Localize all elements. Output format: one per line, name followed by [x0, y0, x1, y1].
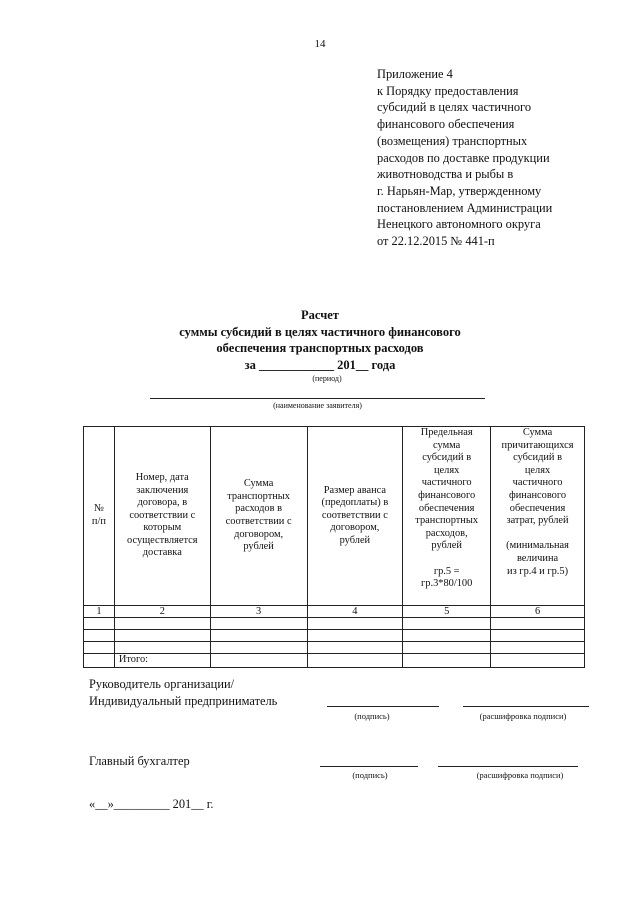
header-text: Предельная: [420, 427, 473, 438]
table-row: [84, 642, 585, 654]
header-text: расходов,: [425, 527, 468, 539]
header-col-2: [114, 427, 210, 606]
chief-accountant-label: Главный бухгалтер: [89, 754, 190, 768]
header-col-6: [491, 427, 585, 606]
total-row: [84, 654, 585, 668]
header-text: Сумма: [522, 427, 553, 438]
header-text: субсидий в: [513, 452, 562, 464]
header-text: договора, в: [137, 497, 188, 509]
header-text: осуществляется: [127, 534, 198, 546]
table-cell: [403, 630, 491, 642]
table-cell: [491, 630, 585, 642]
table-cell: [84, 654, 115, 668]
table-cell: [491, 654, 585, 668]
table-cell: [307, 618, 403, 630]
column-number-row: [84, 606, 585, 618]
head-decoding-line: [463, 706, 589, 707]
table-cell: [403, 654, 491, 668]
appendix-line: Приложение 4: [377, 67, 453, 81]
header-text: [493, 528, 582, 541]
title-line: Расчет: [301, 308, 339, 322]
appendix-line: финансового обеспечения: [377, 117, 515, 132]
header-col-1: [84, 427, 115, 606]
table-cell: [403, 618, 491, 630]
appendix-note: [377, 66, 617, 250]
header-text: финансового: [418, 489, 476, 501]
table-cell: [84, 630, 115, 642]
header-text: расходов в: [235, 503, 283, 515]
table-row: [84, 630, 585, 642]
document-title: [0, 307, 640, 373]
table-cell: [210, 642, 307, 654]
table-cell: [307, 630, 403, 642]
header-text: договором,: [330, 522, 380, 534]
column-number: 6: [491, 606, 585, 618]
header-text: величина: [516, 552, 559, 564]
appendix-line: Ненецкого автономного округа: [377, 217, 541, 232]
table-cell: [210, 630, 307, 642]
applicant-caption: (наименование заявителя): [273, 401, 362, 410]
header-text: обеспечения: [509, 502, 566, 514]
header-text: финансового: [509, 489, 567, 501]
accountant-signature-line: [320, 766, 418, 767]
header-col-3: [210, 427, 307, 606]
header-text: транспортных: [227, 490, 290, 502]
header-text: целях: [524, 464, 551, 476]
header-text: Сумма: [243, 478, 274, 490]
head-signature-caption: (подпись): [354, 711, 390, 721]
table-cell: [114, 618, 210, 630]
appendix-line: к Порядку предоставления: [377, 83, 519, 98]
title-line: суммы субсидий в целях частичного финансового: [179, 324, 461, 339]
header-text: №: [93, 503, 104, 515]
header-text: соответствии с: [129, 509, 196, 521]
column-number: 2: [114, 606, 210, 618]
table-cell: [491, 618, 585, 630]
table-cell: [307, 642, 403, 654]
table-cell: [491, 642, 585, 654]
head-decoding-caption: (расшифровка подписи): [479, 711, 567, 721]
header-text: п/п: [91, 516, 106, 527]
title-line: обеспечения транспортных расходов: [216, 341, 424, 355]
header-text: (предоплаты) в: [321, 497, 389, 509]
period-caption: (период): [312, 374, 342, 383]
header-text: субсидий в: [422, 452, 472, 464]
header-text: затрат, рублей: [506, 515, 569, 527]
header-text: обеспечения: [418, 502, 475, 514]
header-text: рублей: [431, 540, 462, 552]
header-text: причитающихся: [501, 439, 574, 451]
header-text: частичного: [421, 477, 472, 489]
appendix-line: животноводства и рыбы в: [377, 167, 514, 182]
header-text: (минимальная: [506, 540, 569, 552]
entrepreneur-label: Индивидуальный предприниматель: [89, 694, 278, 708]
appendix-line: (возмещения) транспортных: [377, 133, 528, 148]
header-text: из гр.4 и гр.5): [507, 565, 569, 577]
table-cell: [307, 654, 403, 668]
calculation-table: [83, 426, 585, 668]
accountant-decoding-caption: (расшифровка подписи): [476, 770, 564, 780]
header-text: доставка: [142, 547, 182, 559]
header-text: гр.5 =: [433, 565, 460, 577]
header-text: частичного: [512, 477, 563, 489]
table-cell: [210, 654, 307, 668]
table-header-row: [84, 427, 585, 606]
header-text: договором,: [234, 528, 284, 540]
header-text: соответствии с: [225, 516, 292, 527]
header-text: [405, 553, 488, 566]
header-text: которым: [143, 522, 182, 534]
header-col-5: [403, 427, 491, 606]
header-text: заключения: [136, 484, 189, 496]
column-number: 3: [210, 606, 307, 618]
total-label: Итого:: [114, 654, 210, 668]
title-period-line: за ____________ 201__ года: [244, 357, 396, 372]
appendix-line: расходов по доставке продукции: [377, 150, 550, 165]
column-number: 5: [403, 606, 491, 618]
header-text: рублей: [243, 541, 274, 553]
appendix-line: субсидий в целях частичного: [377, 100, 532, 115]
table-cell: [210, 618, 307, 630]
page-number: 14: [314, 38, 326, 50]
applicant-underline: [150, 398, 485, 399]
table-row: [84, 618, 585, 630]
appendix-line: г. Нарьян-Мар, утвержденному: [377, 183, 542, 198]
table-cell: [84, 642, 115, 654]
accountant-signature-caption: (подпись): [352, 770, 388, 780]
header-text: соответствии с: [321, 509, 388, 521]
appendix-line: от 22.12.2015 № 441-п: [377, 234, 495, 249]
header-text: Размер аванса: [323, 484, 386, 496]
appendix-line: постановлением Администрации: [377, 200, 553, 215]
column-number: 1: [84, 606, 115, 618]
header-text: Номер, дата: [135, 471, 189, 483]
accountant-decoding-line: [438, 766, 578, 767]
table-cell: [403, 642, 491, 654]
date-line: «__»_________ 201__ г.: [89, 797, 214, 811]
table-cell: [114, 642, 210, 654]
table-cell: [114, 630, 210, 642]
column-number: 4: [307, 606, 403, 618]
header-text: гр.3*80/100: [421, 578, 473, 590]
header-col-4: [307, 427, 403, 606]
header-text: целях: [434, 464, 460, 476]
head-of-organization-label: Руководитель организации/: [89, 677, 235, 691]
header-text: транспортных: [415, 515, 479, 527]
head-signature-line: [327, 706, 439, 707]
header-text: рублей: [339, 534, 371, 546]
table-cell: [84, 618, 115, 630]
header-text: сумма: [433, 439, 461, 451]
